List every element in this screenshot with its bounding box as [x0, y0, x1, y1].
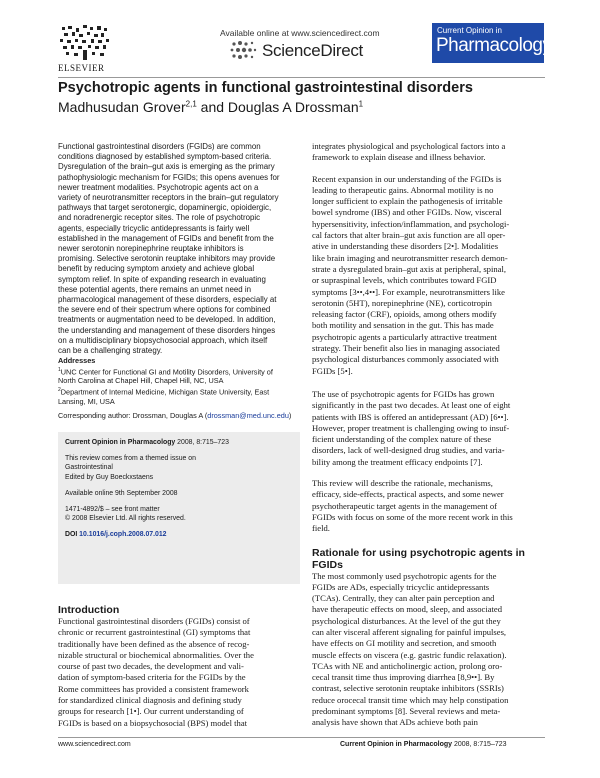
- author-1: Madhusudan Grover: [58, 99, 186, 115]
- author-1-affil: 2,1: [185, 99, 197, 109]
- body-line: disorders, lack of well-designed drug studies, and varia-: [312, 445, 505, 456]
- article-authors: [58, 99, 363, 115]
- body-line: reduce orocecal transit time which may help constipation: [312, 694, 509, 705]
- address-1: [58, 366, 300, 377]
- intro-line: Rome committees has provided a consistent framework: [58, 683, 249, 694]
- abstract-line: pathways that target serotonergic, dopaminergic, opioidergic,: [58, 203, 272, 213]
- abstract: [58, 142, 300, 356]
- rationale-heading: Rationale for using psychotropic agents in: [312, 546, 525, 559]
- abstract-line: pathophysiologic mechanism for FGIDs; this opens avenues for: [58, 172, 280, 182]
- body-line: The most commonly used psychotropic agents for the: [312, 570, 497, 581]
- sciencedirect-wordmark: ScienceDirect: [262, 41, 363, 60]
- abstract-line: and noradrenergic receptor sites. The role of psychotropic: [58, 213, 261, 223]
- address-2-line2: Lansing, MI, USA: [58, 396, 115, 406]
- abstract-line: variety of neurotransmitter receptors in the brain–gut regulatory: [58, 193, 279, 203]
- corresponding-email-link[interactable]: drossman@med.unc.edu: [207, 411, 289, 421]
- info-doi-label: DOI: [65, 531, 80, 539]
- body-line: both motility and sensation in the gut. This has made: [312, 320, 494, 331]
- right-column: [312, 141, 548, 729]
- available-online-text: Available online at www.sciencedirect.com: [220, 28, 380, 38]
- body-line: ficient understanding of the complex nature of these: [312, 434, 492, 445]
- address-2: [58, 386, 300, 397]
- address-2-sup: 2: [58, 386, 61, 393]
- body-line: (TCAs). Centrally, they can alter pain perception and: [312, 593, 495, 604]
- body-line: psychotropic agents a particularly attractive treatment: [312, 331, 497, 342]
- body-line: field.: [312, 523, 330, 534]
- footer-divider: [58, 737, 545, 738]
- abstract-line: can be a challenging strategy.: [58, 346, 163, 356]
- abstract-line: pharmacological management of these disorders, especially at: [58, 295, 277, 305]
- body-line: patients with IBS is offered an antidepressant (AD) [6••].: [312, 411, 509, 422]
- body-line: releasing factor (CRF), opioids, among others modify: [312, 309, 497, 320]
- body-line: predominant symptoms [8]. Several reviews and meta-: [312, 706, 501, 717]
- body-line: can alter visceral afferent signaling for painful impulses,: [312, 626, 507, 637]
- address-1-line2: North Carolina at Chapel Hill, Chapel Hill, NC, USA: [58, 376, 224, 386]
- body-line: Recent expansion in our understanding of the FGIDs is: [312, 173, 502, 184]
- intro-line: FGIDs is based on a biopsychosocial (BPS) model that: [58, 717, 248, 728]
- address-1-line1: UNC Center for Functional GI and Motility Disorders, University of: [60, 366, 273, 376]
- body-line: like brain imaging and neurotransmitter research demon-: [312, 252, 508, 263]
- intro-line: chronic or recurrent gastrointestinal (GI) symptoms that: [58, 627, 251, 638]
- info-copyright: © 2008 Elsevier Ltd. All rights reserved.: [65, 515, 186, 523]
- info-themed-issue: This review comes from a themed issue on: [65, 455, 196, 463]
- body-line: bility among the treatment efficacy endpoints [7].: [312, 456, 483, 467]
- intro-line: dation of symptom-based criteria for the FGIDs by the: [58, 672, 246, 683]
- body-line: strategy. Their benefit also lies in managing associated: [312, 343, 500, 354]
- info-available: Available online 9th September 2008: [65, 489, 178, 497]
- body-line: significantly in the past two decades. At least one of eight: [312, 400, 511, 411]
- intro-line: groups for research [1•]. Our current understanding of: [58, 706, 244, 717]
- abstract-line: symptom relief. In spite of expanding research in evaluating: [58, 274, 266, 284]
- abstract-line: the understanding and management of these disorders hinges: [58, 325, 276, 335]
- abstract-line: Functional gastrointestinal disorders (FGIDs) are common: [58, 142, 261, 151]
- abstract-line: the severe end of their spectrum where options for combined: [58, 305, 271, 315]
- body-line: serotonin (5HT), norepinephrine (NE), corticotropin: [312, 297, 492, 308]
- info-citation-text: 2008, 8:715–723: [175, 439, 229, 446]
- info-issn: 1471-4892/$ – see front matter: [65, 506, 160, 514]
- footer-citation: [340, 741, 507, 748]
- body-line: However, proper treatment is challenging owing to insuf-: [312, 422, 510, 433]
- body-line: strate a dysregulated brain–gut axis at peripheral, spinal,: [312, 263, 507, 274]
- elsevier-tree-logo: [58, 24, 112, 62]
- info-theme: Gastrointestinal: [65, 464, 113, 472]
- abstract-line: promising. Selective serotonin reuptake inhibitors may provide: [58, 254, 276, 264]
- rationale-heading-cont: FGIDs: [312, 558, 343, 571]
- info-citation: [65, 438, 295, 447]
- intro-line: course of past two decades, the development and vali-: [58, 661, 244, 672]
- article-info: [65, 438, 295, 540]
- header-divider: [58, 77, 545, 78]
- publisher-name: ELSEVIER: [58, 63, 105, 73]
- abstract-line: these potential agents, there remains an unmet need in: [58, 284, 252, 294]
- footer-url[interactable]: www.sciencedirect.com: [58, 741, 131, 748]
- addresses: [58, 356, 300, 421]
- addresses-heading: Addresses: [58, 356, 96, 365]
- sciencedirect-dots-icon: [228, 40, 258, 62]
- intro-line: Functional gastrointestinal disorders (FGIDs) consist of: [58, 616, 250, 626]
- footer-journal: Current Opinion in Pharmacology: [340, 741, 453, 748]
- body-line: bowel syndrome (IBS) and other FGIDs. Now, visceral: [312, 207, 502, 218]
- address-1-sup: 1: [58, 366, 61, 373]
- body-line: psychotherapeutic target agents in the management of: [312, 500, 498, 511]
- body-line: The use of psychotropic agents for FGIDs has grown: [312, 388, 495, 399]
- abstract-line: newer serotonin norepinephrine reuptake inhibitors is: [58, 244, 244, 254]
- introduction-section: [58, 604, 300, 729]
- abstract-line: on a multidisciplinary biopsychosocial approach, which itself: [58, 335, 268, 345]
- body-line: leading to therapeutic gains. Abnormal motility is no: [312, 184, 494, 195]
- abstract-line: benefit by reducing symptom anxiety and achieve global: [58, 264, 255, 274]
- abstract-line: established in the management of FGIDs and benefit from the: [58, 233, 274, 243]
- body-line: framework to explain disease and illness behavior.: [312, 152, 486, 163]
- footer-citation-text: 2008, 8:715–723: [452, 741, 507, 748]
- abstract-line: conditions diagnosed by established symptom-based criteria.: [58, 152, 272, 162]
- abstract-line: agents, especially tricyclic antidepressants is fairly well: [58, 223, 250, 233]
- intro-line: for standardized clinical diagnosis and defining study: [58, 695, 242, 706]
- body-line: psychological disturbances. At the level of the gut they: [312, 615, 501, 626]
- abstract-line: Dysregulation of the brain–gut axis is emerging as the primary: [58, 162, 275, 172]
- corresponding-prefix: Corresponding author: Drossman, Douglas A (: [58, 411, 208, 421]
- introduction-heading: Introduction: [58, 604, 120, 616]
- info-doi: [65, 530, 295, 539]
- body-line: TCAs with NE and anticholinergic action, prolong oro-: [312, 660, 503, 671]
- body-line: efficacy, side-effects, practical aspects, and some newer: [312, 489, 504, 500]
- body-line: contrast, selective serotonin reuptake inhibitors (SSRIs): [312, 683, 504, 694]
- doi-link[interactable]: 10.1016/j.coph.2008.07.012: [79, 531, 167, 539]
- journal-banner-title: Pharmacology: [436, 35, 552, 56]
- body-line: cal factors that alter brain–gut axis function are all oper-: [312, 230, 506, 241]
- author-joiner: and Douglas A Drossman: [196, 99, 359, 115]
- body-line: analysis have shown that ADs achieve both pain: [312, 717, 478, 728]
- abstract-line: newer treatment modalities. Psychotropic agents act on a: [58, 182, 259, 192]
- corresponding-suffix: ): [288, 411, 292, 421]
- intro-line: traditionally have been defined as the absence of recog-: [58, 638, 250, 649]
- body-line: psychological disturbances commonly associated with: [312, 354, 499, 365]
- address-2-line1: Department of Internal Medicine, Michigan State University, East: [60, 387, 270, 397]
- body-line: muscle effects on viscera (e.g. gastric fundic relaxation).: [312, 649, 507, 660]
- body-line: This review will describe the rationale, mechanisms,: [312, 478, 493, 489]
- journal-banner-top: Current Opinion in: [437, 26, 502, 35]
- body-line: have effects on GI motility and secretion, and smooth: [312, 638, 497, 649]
- body-line: have therapeutic effects on mood, sleep, and associated: [312, 604, 503, 615]
- body-line: longer sufficient to explain the pathogenesis of irritable: [312, 196, 503, 207]
- info-editor: Edited by Guy Boeckxstaens: [65, 473, 154, 481]
- article-title: Psychotropic agents in functional gastrointestinal disorders: [58, 80, 473, 96]
- body-line: hypersensitivity, infection/inflammation, and psychologi-: [312, 218, 510, 229]
- body-line: cecal transit time thus improving diarrhea [8,9••]. By: [312, 672, 495, 683]
- body-line: FGIDs [5•].: [312, 365, 353, 376]
- body-line: FGIDs are ADs, especially tricyclic antidepressants: [312, 581, 490, 592]
- body-line: ative in understanding these disorders [2•]. Modalities: [312, 241, 499, 252]
- abstract-line: treatments or augmentation need to be developed. In addition,: [58, 315, 276, 325]
- info-journal: Current Opinion in Pharmacology: [65, 439, 176, 446]
- body-line: symptoms [3••,4••]. For example, neurotransmitters like: [312, 286, 505, 297]
- author-2-affil: 1: [358, 99, 364, 109]
- corresponding-author: [58, 411, 300, 421]
- body-line: or supraspinal levels, which contributes toward FGID: [312, 275, 497, 286]
- body-line: integrates physiological and psychological factors into a: [312, 141, 506, 151]
- body-line: FGIDs with focus on some of the more recent work in this: [312, 511, 513, 522]
- intro-line: nizable structural or biochemical abnormalities. Over the: [58, 649, 254, 660]
